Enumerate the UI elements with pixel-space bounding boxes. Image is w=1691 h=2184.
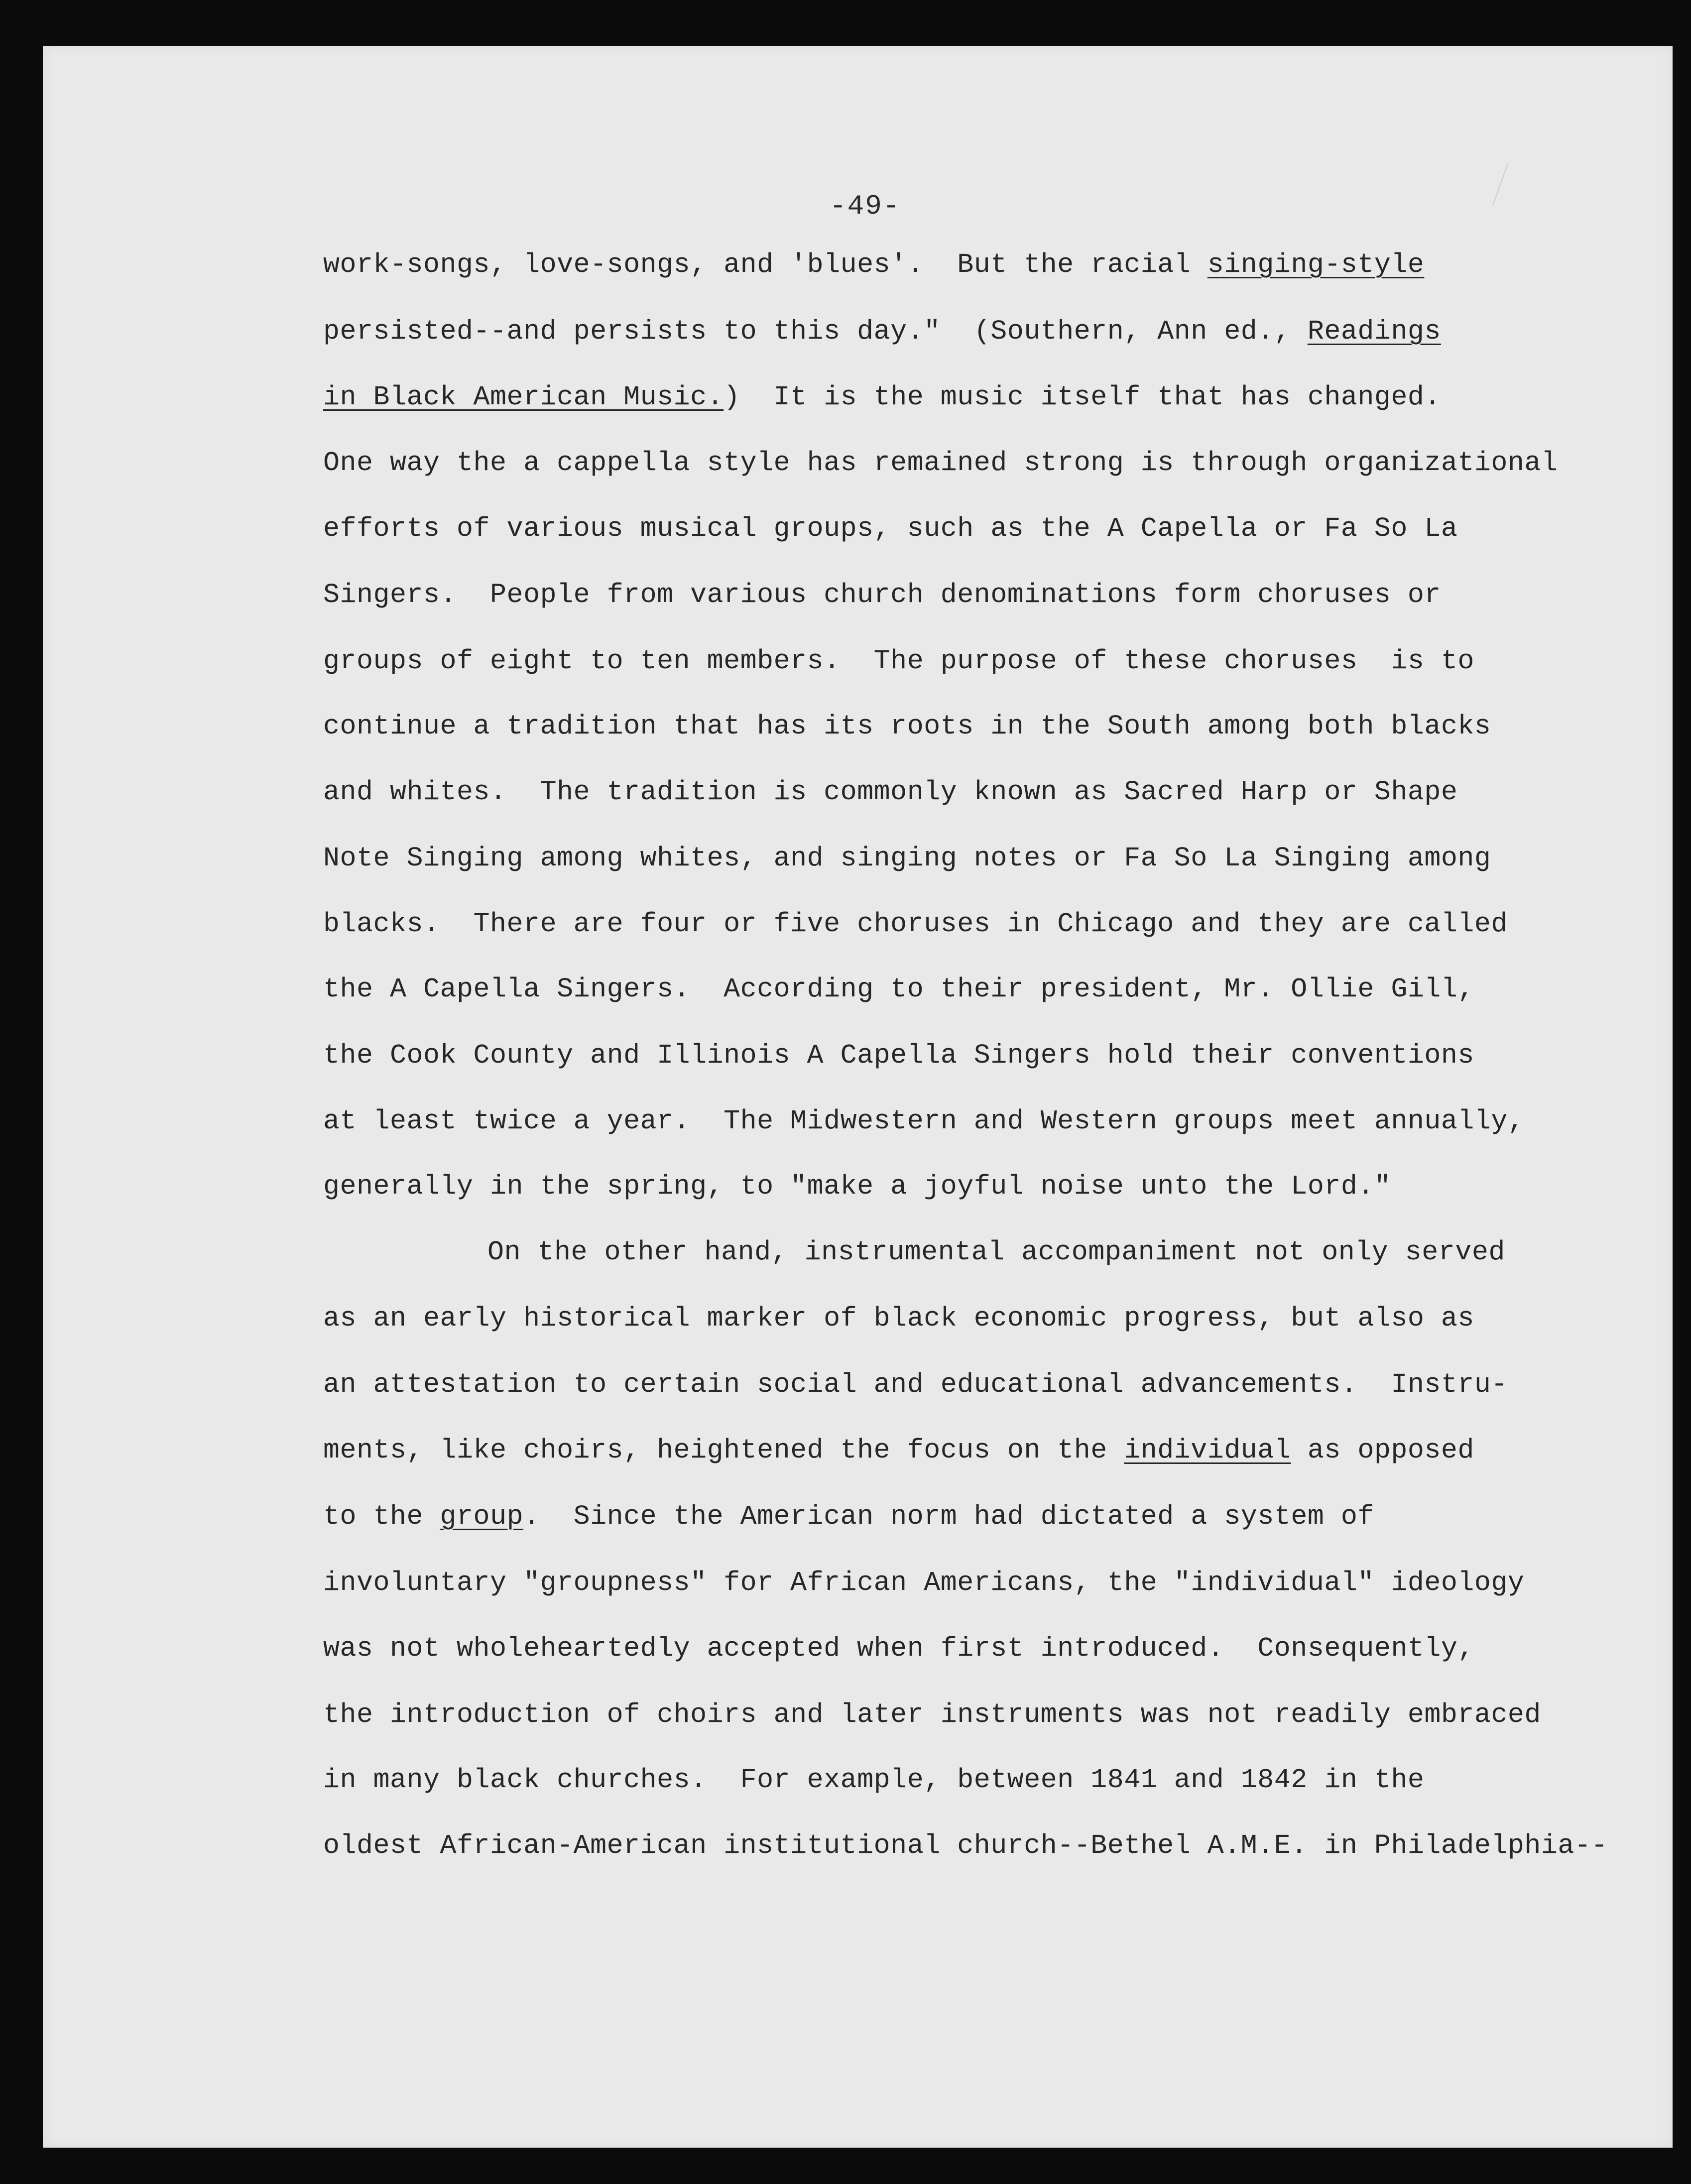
text-line: [323, 1699, 1541, 1730]
text-segment: Note Singing among whites, and singing notes or Fa So La Singing among: [323, 843, 1491, 874]
text-line: [323, 447, 1558, 479]
text-segment: as an early historical marker of black economic progress, but also as: [323, 1303, 1474, 1334]
text-segment: ments, like choirs, heightened the focus on the: [323, 1435, 1124, 1466]
text-segment: blacks. There are four or five choruses in Chicago and they are called: [323, 908, 1508, 940]
text-line: [323, 1040, 1474, 1071]
text-line: [323, 1764, 1424, 1796]
text-line: [323, 513, 1457, 544]
text-segment: and whites. The tradition is commonly known as Sacred Harp or Shape: [323, 776, 1458, 808]
text-line: [323, 1303, 1474, 1334]
text-line: [323, 1105, 1524, 1137]
text-line: [323, 645, 1474, 677]
text-segment: at least twice a year. The Midwestern and Western groups meet annually,: [323, 1105, 1525, 1137]
text-line: [323, 973, 1474, 1005]
text-line: [323, 843, 1491, 874]
text-segment: Singers. People from various church denominations form choruses or: [323, 579, 1441, 610]
text-segment: was not wholeheartedly accepted when first introduced. Consequently,: [323, 1633, 1474, 1664]
text-segment: efforts of various musical groups, such as the A Capella or Fa So La: [323, 513, 1458, 544]
text-line: [323, 1830, 1608, 1861]
text-segment: groups of eight to ten members. The purpose of these choruses is to: [323, 645, 1474, 677]
text-segment: the A Capella Singers. According to their president, Mr. Ollie Gill,: [323, 973, 1474, 1005]
text-segment: On the other hand, instrumental accompaniment not only served: [487, 1236, 1505, 1268]
document-page: [43, 46, 1673, 2148]
underlined-text: singing-style: [1207, 249, 1425, 280]
text-segment: oldest African-American institutional church--Bethel A.M.E. in Philadelphia--: [323, 1830, 1608, 1861]
text-line: [323, 1171, 1391, 1202]
text-segment: continue a tradition that has its roots in the South among both blacks: [323, 711, 1491, 742]
underlined-text: individual: [1124, 1435, 1291, 1466]
text-line: [323, 1567, 1524, 1598]
text-segment: to the: [323, 1501, 440, 1532]
pencil-mark: [1492, 163, 1527, 213]
text-line: [323, 316, 1441, 347]
text-line: [323, 249, 1424, 280]
page-number: -49-: [830, 190, 901, 222]
text-line: [323, 1435, 1474, 1466]
text-segment: as opposed: [1291, 1435, 1474, 1466]
text-line: [323, 908, 1508, 940]
text-line: [323, 1501, 1374, 1532]
text-segment: the Cook County and Illinois A Capella Singers hold their conventions: [323, 1040, 1474, 1071]
text-segment: in many black churches. For example, between 1841 and 1842 in the: [323, 1764, 1425, 1796]
text-line: [323, 579, 1441, 610]
underlined-text: Readings: [1307, 316, 1441, 347]
text-segment: . Since the American norm had dictated a system of: [523, 1501, 1374, 1532]
text-segment: involuntary "groupness" for African Americans, the "individual" ideology: [323, 1567, 1525, 1598]
text-segment: One way the a cappella style has remained strong is through organizational: [323, 447, 1558, 479]
underlined-text: in Black American Music.: [323, 381, 724, 413]
text-segment: ) It is the music itself that has changed.: [724, 381, 1441, 413]
underlined-text: group: [440, 1501, 524, 1532]
text-segment: an attestation to certain social and educational advancements. Instru-: [323, 1369, 1508, 1400]
text-line: [487, 1236, 1505, 1268]
text-segment: persisted--and persists to this day." (Southern, Ann ed.,: [323, 316, 1308, 347]
text-segment: generally in the spring, to "make a joyful noise unto the Lord.": [323, 1171, 1391, 1202]
text-line: [323, 776, 1457, 808]
text-line: [323, 381, 1441, 413]
text-segment: work-songs, love-songs, and 'blues'. But the racial: [323, 249, 1208, 280]
text-segment: the introduction of choirs and later instruments was not readily embraced: [323, 1699, 1541, 1730]
text-line: [323, 1369, 1508, 1400]
text-line: [323, 1633, 1474, 1664]
text-line: [323, 711, 1491, 742]
